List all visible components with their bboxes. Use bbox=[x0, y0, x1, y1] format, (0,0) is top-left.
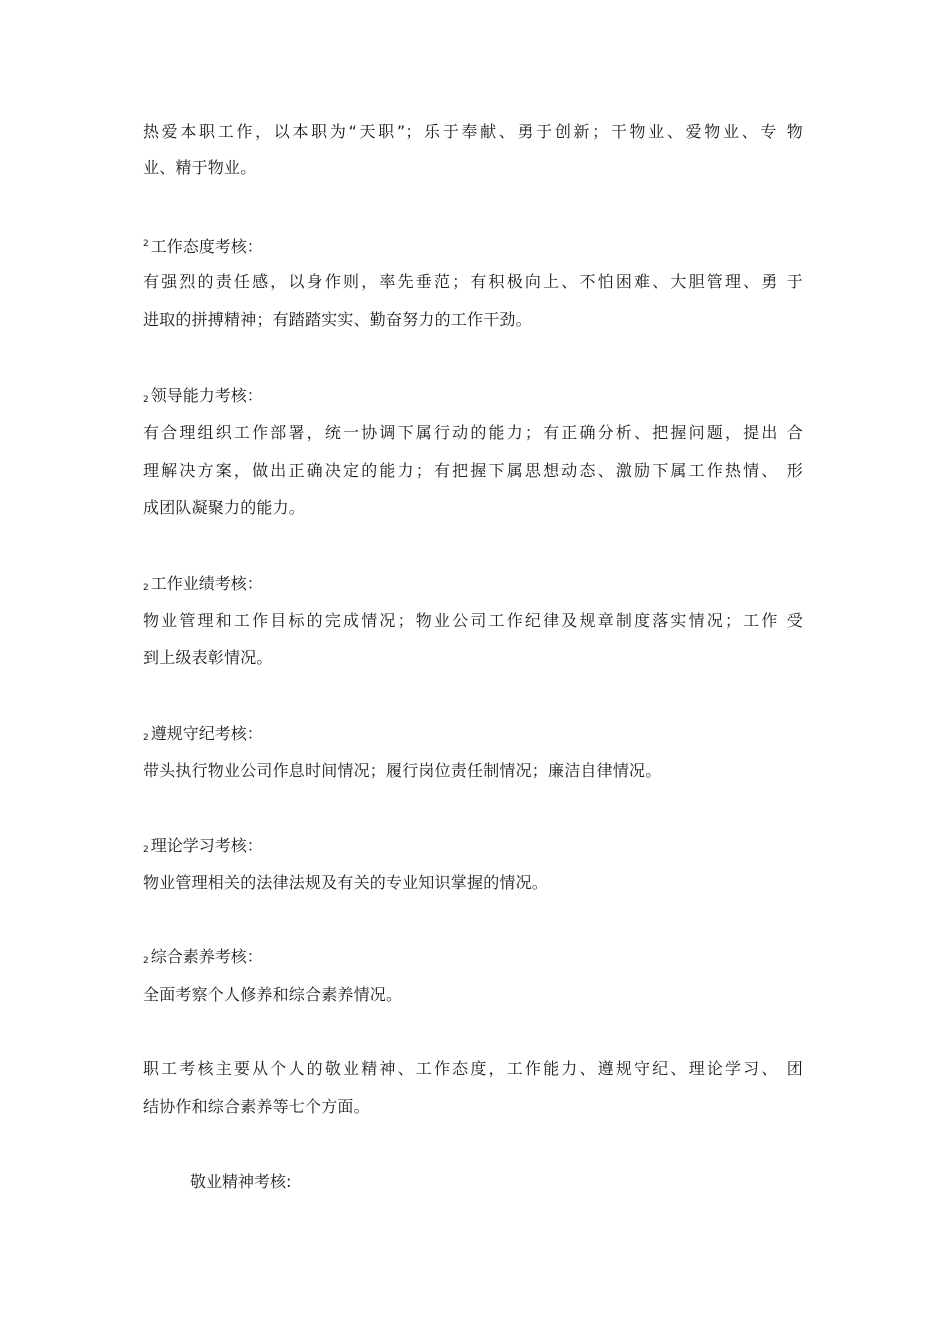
theory-number: 2 bbox=[143, 845, 149, 855]
quality-heading bbox=[143, 947, 263, 971]
performance-heading bbox=[143, 574, 263, 598]
performance-heading-text: 工作业绩考核： bbox=[150, 574, 263, 593]
leadership-line-1: 有合理组织工作部署，统一协调下属行动的能力；有正确分析、把握问题，提出 合 bbox=[143, 423, 803, 442]
discipline-heading bbox=[143, 724, 263, 748]
quality-heading-text: 综合素养考核： bbox=[150, 947, 263, 966]
quality-number: 2 bbox=[143, 956, 149, 966]
theory-line-1: 物业管理相关的法律法规及有关的专业知识掌握的情况。 bbox=[143, 873, 549, 892]
attitude-line-1: 有强烈的责任感，以身作则，率先垂范；有积极向上、不怕困难、大胆管理、勇 于 bbox=[143, 272, 803, 291]
staff-line-2: 结协作和综合素养等七个方面。 bbox=[143, 1097, 370, 1116]
attitude-heading bbox=[143, 234, 263, 257]
staff-line-1: 职工考核主要从个人的敬业精神、工作态度，工作能力、遵规守纪、理论学习、 团 bbox=[143, 1059, 803, 1078]
quality-line-1: 全面考察个人修养和综合素养情况。 bbox=[143, 985, 403, 1004]
performance-number: 2 bbox=[143, 583, 149, 593]
leadership-line-2: 理解决方案，做出正确决定的能力；有把握下属思想动态、激励下属工作热情、 形 bbox=[143, 461, 803, 480]
performance-line-2: 到上级表彰情况。 bbox=[143, 648, 273, 667]
dedication-heading: 敬业精神考核: bbox=[190, 1172, 292, 1191]
leadership-line-3: 成团队凝聚力的能力。 bbox=[143, 498, 306, 517]
theory-heading bbox=[143, 836, 263, 860]
leadership-heading-text: 领导能力考核： bbox=[150, 386, 263, 405]
performance-line-1: 物业管理和工作目标的完成情况；物业公司工作纪律及规章制度落实情况；工作 受 bbox=[143, 611, 803, 630]
intro-line-2: 业、精于物业。 bbox=[143, 158, 257, 177]
discipline-number: 2 bbox=[143, 733, 149, 743]
intro-line-1: 热爱本职工作，以本职为“天职”；乐于奉献、勇于创新；干物业、爱物业、专 物 bbox=[143, 122, 803, 141]
attitude-number: 2 bbox=[143, 239, 149, 249]
leadership-number: 2 bbox=[143, 395, 149, 405]
theory-heading-text: 理论学习考核： bbox=[150, 836, 263, 855]
discipline-line-1: 带头执行物业公司作息时间情况；履行岗位责任制情况；廉洁自律情况。 bbox=[143, 761, 662, 780]
attitude-line-2: 进取的拼搏精神；有踏踏实实、勤奋努力的工作干劲。 bbox=[143, 310, 532, 329]
attitude-heading-text: 工作态度考核： bbox=[150, 237, 263, 256]
leadership-heading bbox=[143, 386, 263, 410]
discipline-heading-text: 遵规守纪考核： bbox=[150, 724, 263, 743]
